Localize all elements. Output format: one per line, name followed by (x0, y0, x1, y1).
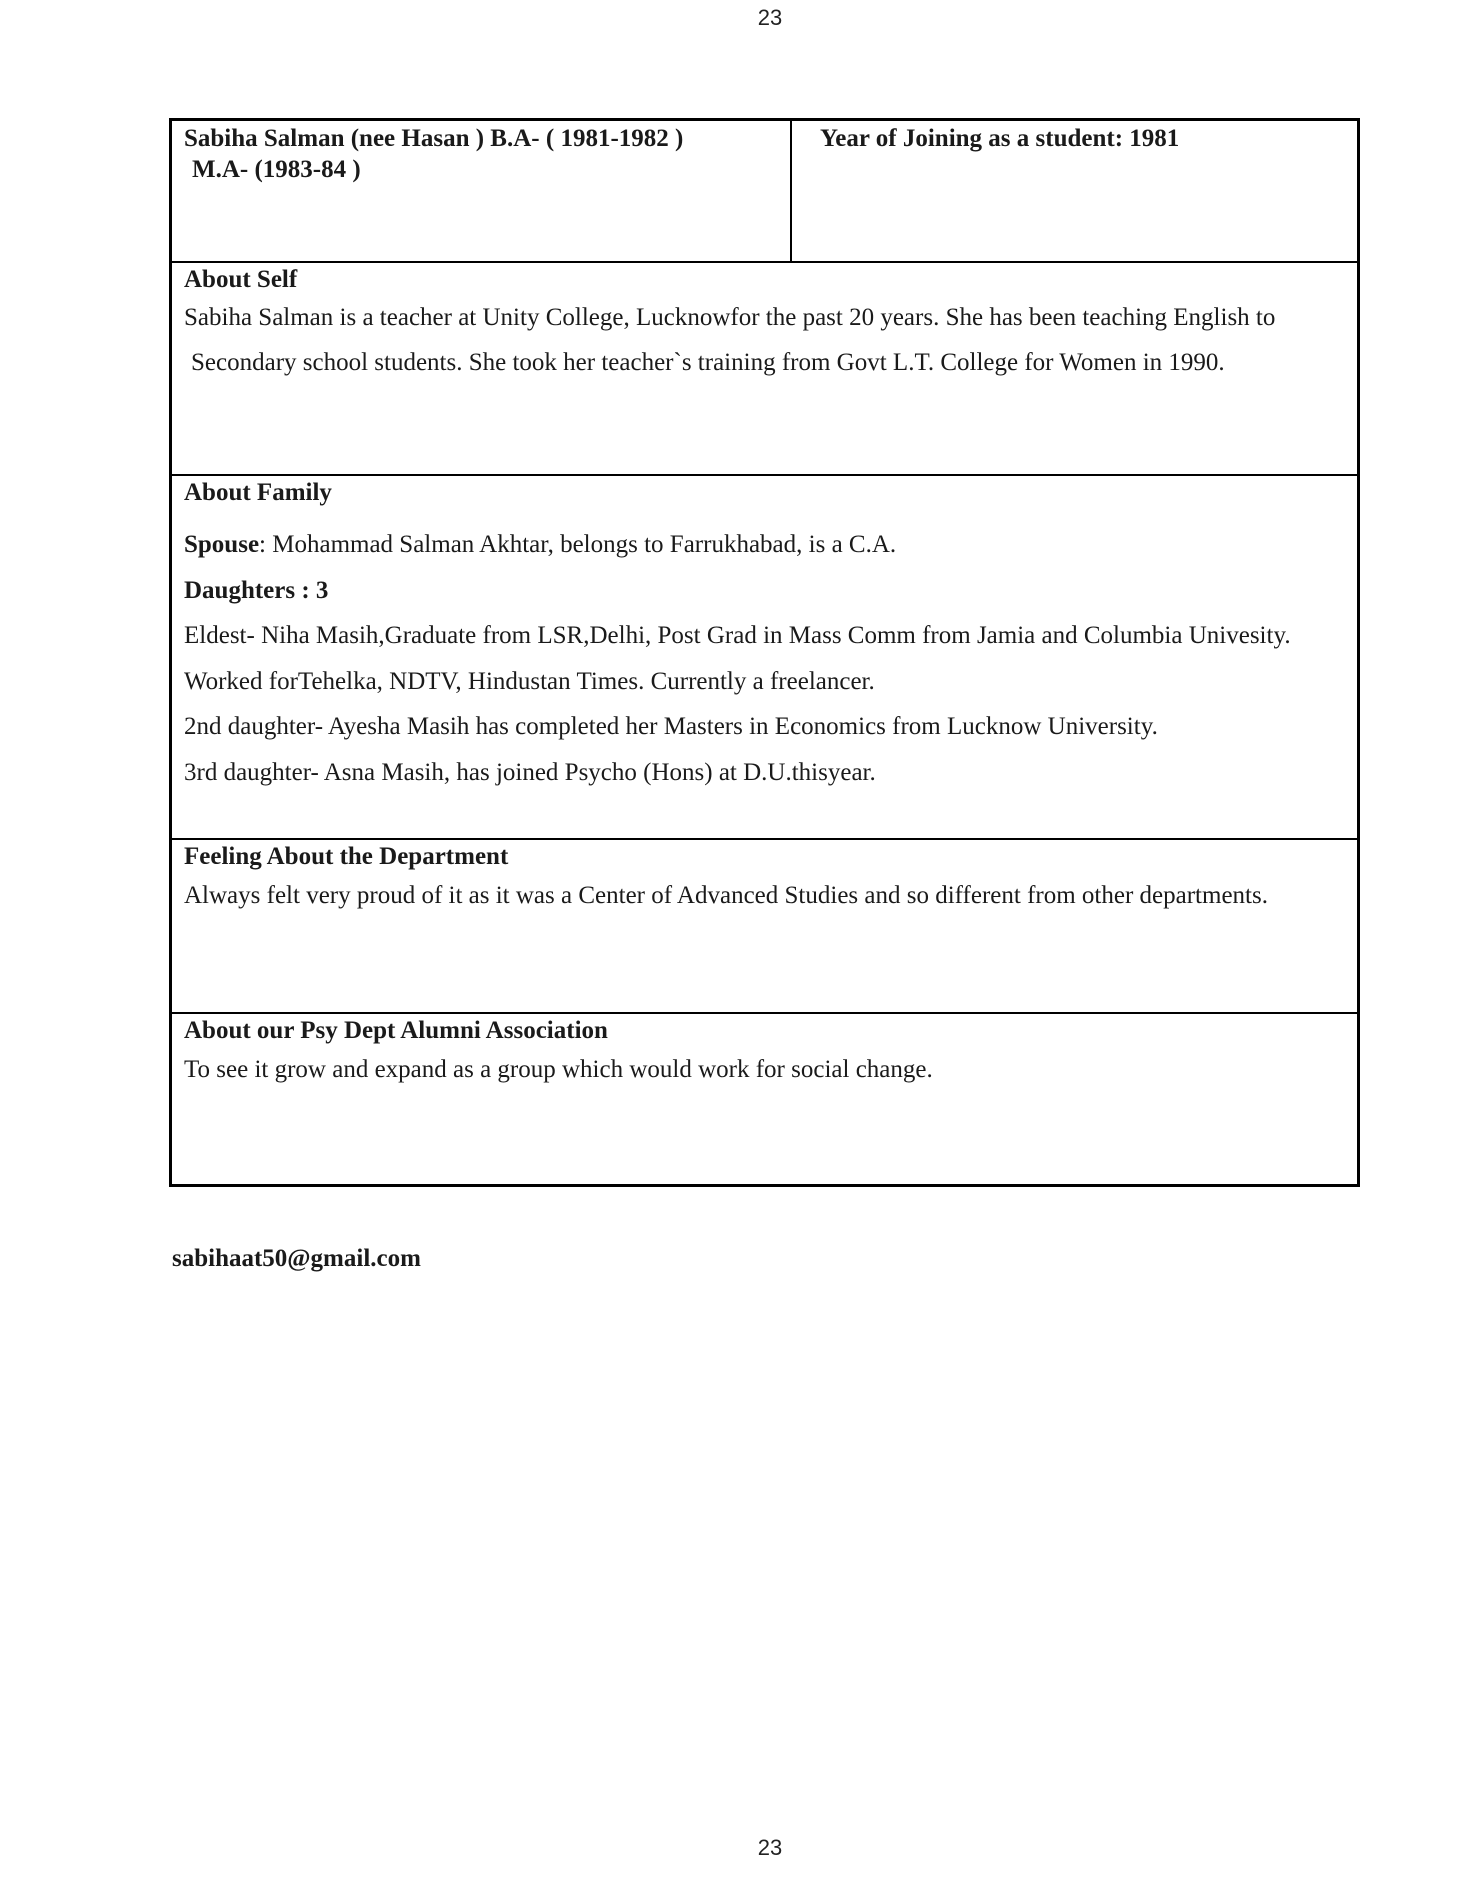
spouse-label: Spouse (184, 531, 260, 558)
about-family-section (172, 474, 1357, 838)
about-self-line-2: Secondary school students. She took her teacher`s training from Govt L.T. College for Women in 1990. (191, 349, 1225, 376)
daughters-count: Daughters : 3 (184, 576, 329, 604)
alumni-association-text: To see it grow and expand as a group which would work for social change. (184, 1056, 933, 1083)
feeling-department-section (172, 838, 1357, 1012)
eldest-daughter-line: Eldest- Niha Masih,Graduate from LSR,Delhi, Post Grad in Mass Comm from Jamia and Columbia Univesity. (184, 622, 1291, 649)
alumni-association-heading: About our Psy Dept Alumni Association (184, 1017, 608, 1044)
page-number-bottom: 23 (757, 1835, 783, 1860)
about-self-line-1: Sabiha Salman is a teacher at Unity College, Lucknowfor the past 20 years. She has been teaching English to (184, 304, 1276, 331)
eldest-work-line: Worked forTehelka, NDTV, Hindustan Times. Currently a freelancer. (184, 667, 875, 695)
masters-degree-line: M.A- (1983-84 ) (192, 156, 361, 183)
name-cell (172, 121, 792, 261)
email-address[interactable]: sabihaat50@gmail.com (172, 1245, 421, 1272)
page-number-top: 23 (757, 5, 783, 30)
about-self-heading: About Self (184, 266, 298, 293)
about-self-section (172, 261, 1357, 474)
about-family-heading: About Family (184, 479, 332, 506)
third-daughter-line: 3rd daughter- Asna Masih, has joined Psycho (Hons) at D.U.thisyear. (184, 758, 876, 786)
header-row (172, 121, 1357, 261)
name-degree-line: Sabiha Salman (nee Hasan ) B.A- ( 1981-1982 ) (184, 125, 684, 152)
spouse-text: : Mohammad Salman Akhtar, belongs to Farrukhabad, is a C.A. (259, 531, 897, 558)
alumni-record-table (169, 118, 1360, 1187)
feeling-department-heading: Feeling About the Department (184, 843, 509, 870)
second-daughter-line: 2nd daughter- Ayesha Masih has completed her Masters in Economics from Lucknow University. (184, 713, 1158, 740)
alumni-association-section (172, 1012, 1357, 1184)
spouse-line (184, 522, 1345, 568)
feeling-department-text: Always felt very proud of it as it was a Center of Advanced Studies and so different from other departments. (184, 882, 1268, 909)
year-of-joining: Year of Joining as a student: 1981 (820, 125, 1180, 152)
